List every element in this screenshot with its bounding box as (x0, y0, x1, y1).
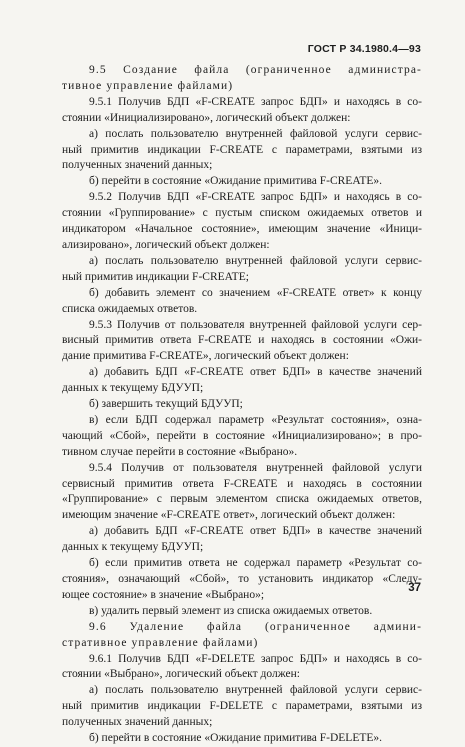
page-number: 37 (408, 582, 421, 594)
paragraph-line: ализировано», логический объект должен: (62, 238, 270, 251)
paragraph-line: б) добавить элемент со значением «F-CREATE ответ» к концу (89, 286, 422, 299)
paragraph-line: 9.5.4 Получив от пользователя внутренней файловой услуги (89, 461, 422, 474)
paragraph-line: а) добавить БДП «F-CREATE ответ БДП» в качестве значений (89, 366, 422, 379)
paragraph-line: тивном случае перейти в состояние «Выбрано». (62, 445, 298, 458)
paragraph-line: ющее состояние» в значение «Выбрано»; (62, 588, 265, 601)
section-heading-9-6-cont: стративное управление файлами) (62, 636, 259, 649)
paragraph-line: ный примитив индикации F-CREATE с параметрами, взятыми из (62, 143, 422, 156)
paragraph-line: 9.5.1 Получив БДП «F-CREATE запрос БДП» и находясь в со- (89, 95, 422, 108)
paragraph-line: 9.5.3 Получив от пользователя внутренней файловой услуги сер- (89, 318, 422, 331)
paragraph-line: полученных значений данных; (62, 159, 213, 172)
paragraph-line: стоянии «Инициализировано», логический объект должен: (62, 111, 351, 124)
paragraph-line: списка ожидаемых ответов. (62, 302, 198, 315)
paragraph-line: а) послать пользователю внутренней файловой услуги сервис- (89, 254, 422, 267)
paragraph-line: б) если примитив ответа не содержал параметр «Результат со- (89, 557, 422, 570)
paragraph-line: индикатором «Начальное состояние», имеющим значение «Иници- (62, 223, 422, 236)
page-header-standard: ГОСТ Р 34.1980.4—93 (307, 43, 421, 55)
paragraph-line: стоянии «Выбрано», логический объект должен: (62, 668, 300, 681)
paragraph-line: данных к текущему БДУУП; (62, 541, 204, 554)
section-heading-9-5-cont: тивное управление файлами) (62, 79, 234, 92)
paragraph-line: б) перейти в состояние «Ожидание примитива F-CREATE». (89, 175, 383, 188)
paragraph-line: в) если БДП содержал параметр «Результат состояния», озна- (89, 413, 422, 426)
section-heading-9-5: 9.5 Создание файла (ограниченное администра- (89, 64, 422, 76)
paragraph-line: стояния», означающий «Сбой», то установить индикатор «Следу- (62, 573, 422, 585)
paragraph-line: 9.6.1 Получив БДП «F-DELETE запрос БДП» и находясь в со- (89, 652, 422, 665)
paragraph-line: а) послать пользователю внутренней файловой услуги сервис- (89, 127, 422, 140)
paragraph-line: а) послать пользователю внутренней файловой услуги сервис- (89, 684, 422, 697)
paragraph-line: «Группирование» с первым элементом списка ожидаемых ответов, (62, 493, 422, 506)
document-body (62, 63, 422, 747)
paragraph-line: висный примитив ответа F-CREATE и находясь в состоянии «Ожи- (62, 334, 422, 347)
paragraph-line: имеющим значение «F-CREATE ответ», логический объект должен: (62, 509, 396, 522)
paragraph-line: полученных значений данных; (62, 716, 213, 729)
paragraph-line: ный примитив индикации F-CREATE; (62, 270, 249, 283)
section-heading-9-6: 9.6 Удаление файла (ограниченное админи- (89, 620, 422, 633)
paragraph-line: ный примитив индикации F-DELETE с параметрами, взятыми из (62, 700, 422, 713)
paragraph-line: данных к текущему БДУУП; (62, 382, 204, 395)
paragraph-line: б) завершить текущий БДУУП; (89, 398, 243, 411)
paragraph-line: б) перейти в состояние «Ожидание примитива F-DELETE». (89, 732, 383, 745)
paragraph-line: стоянии «Группирование» с пустым списком ожидаемых ответов и (62, 207, 422, 220)
paragraph-line: сервисный примитив ответа F-CREATE и находясь в состоянии (62, 477, 422, 490)
paragraph-line: а) добавить БДП «F-CREATE ответ БДП» в качестве значений (89, 525, 422, 538)
paragraph-line: в) удалить первый элемент из списка ожидаемых ответов. (89, 604, 373, 617)
paragraph-line: чающий «Сбой», перейти в состояние «Инициализировано»; в про- (62, 429, 422, 442)
paragraph-line: дание примитива F-CREATE», логический объект должен: (62, 350, 349, 363)
paragraph-line: 9.5.2 Получив БДП «F-CREATE запрос БДП» и находясь в со- (89, 191, 422, 204)
